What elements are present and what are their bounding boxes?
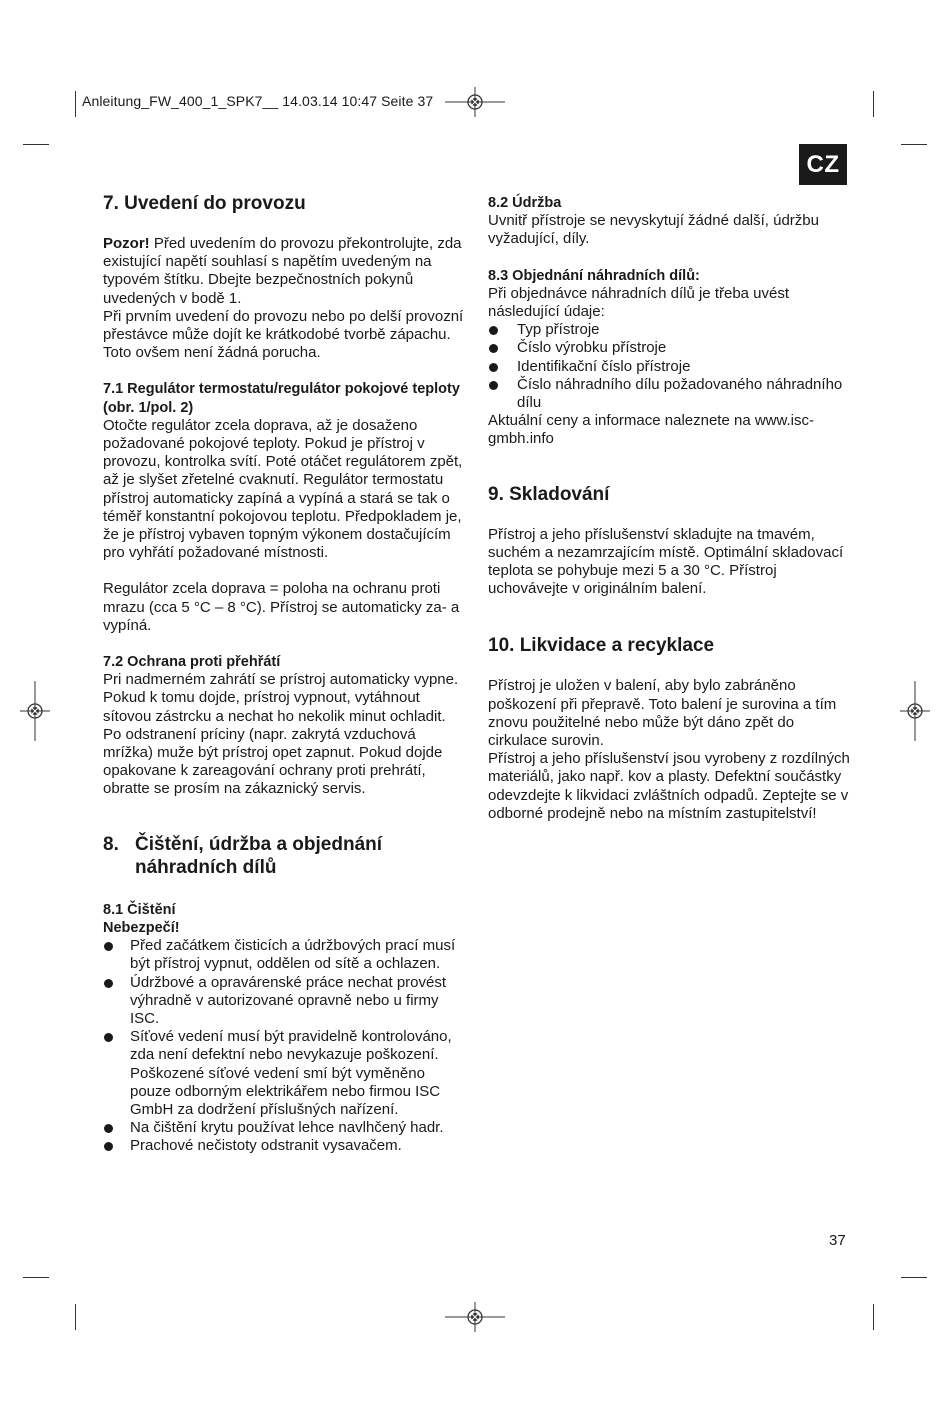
list-item: Síťové vedení musí být pravidelně kontrolováno, zda není defektní nebo nevykazuje poškození. Poškozené síťové vedení smí být vyměněno pouze odborným elektrikářem nebo firmou ISC GmbH za dodržení příslušných nařízení. bbox=[103, 1028, 465, 1119]
crop-mark bbox=[75, 91, 76, 117]
crop-mark bbox=[23, 144, 49, 145]
section-8-title-text: Čištění, údržba a objednání náhradních dílů bbox=[135, 833, 383, 878]
list-item: Prachové nečistoty odstranit vysavačem. bbox=[103, 1137, 465, 1155]
list-item: Před začátkem čisticích a údržbových prací musí být přístroj vypnut, oddělen od sítě a ochlazen. bbox=[103, 937, 465, 973]
crop-mark bbox=[901, 1277, 927, 1278]
registration-mark-icon bbox=[445, 87, 505, 117]
list-item: Identifikační číslo přístroje bbox=[488, 358, 850, 376]
crop-mark bbox=[75, 1304, 76, 1330]
left-column bbox=[103, 192, 465, 1156]
list-item: Číslo náhradního dílu požadovaného náhradního dílu bbox=[488, 376, 850, 412]
section-10-title: 10. Likvidace a recyklace bbox=[488, 635, 715, 657]
registration-mark-icon bbox=[900, 681, 930, 741]
list-item: Číslo výrobku přístroje bbox=[488, 339, 850, 357]
crop-mark bbox=[901, 144, 927, 145]
crop-mark bbox=[873, 91, 874, 117]
section-8-1-title: 8.1 Čištění bbox=[103, 901, 176, 918]
list-item: Údržbové a opravárenské práce nechat provést výhradně v autorizované opravně nebo u firmy ISC. bbox=[103, 974, 465, 1029]
section-7-1-paragraph: Regulátor zcela doprava = poloha na ochranu proti mrazu (cca 5 °C – 8 °C). Přístroj se automaticky za- a vypíná. bbox=[103, 580, 460, 634]
cleaning-list bbox=[103, 937, 465, 1155]
section-9-title: 9. Skladování bbox=[488, 483, 610, 505]
section-8-3-outro: Aktuální ceny a informace naleznete na www.isc-gmbh.info bbox=[488, 412, 814, 448]
section-7-2-paragraph: Pri nadmerném zahrátí se prístroj automaticky vypne. Pokud k tomu dojde, prístroj vypnout, vytáhnout sítovou zástrcku a nechat ho nekolik minut ochladit. Po odstranení príciny (napr. zakrytá vzduchová mrížka) muže být prístroj opet zapnut. Pokud dojde opakovane k zareagování ochrany proti prehrátí, obratte se prosím na zákaznický servis. bbox=[103, 671, 459, 798]
section-7-paragraph: Při prvním uvedení do provozu nebo po delší provozní přestávce může dojít ke krátkodobé tvorbě zápachu. Toto ovšem není žádná porucha. bbox=[103, 307, 464, 362]
registration-mark-icon bbox=[445, 1302, 505, 1332]
list-item: Na čištění krytu používat lehce navlhčený hadr. bbox=[103, 1119, 465, 1137]
section-7-warning bbox=[103, 235, 465, 308]
warning-label: Pozor! bbox=[103, 235, 150, 252]
section-7-title: 7. Uvedení do provozu bbox=[103, 193, 306, 214]
section-8-2-title: 8.2 Údržba bbox=[488, 195, 562, 211]
registration-mark-icon bbox=[20, 681, 50, 741]
crop-mark bbox=[23, 1277, 49, 1278]
section-8-number: 8. bbox=[103, 833, 119, 855]
print-slug: Anleitung_FW_400_1_SPK7__ 14.03.14 10:47 Seite 37 bbox=[82, 93, 434, 109]
section-8-2-paragraph: Uvnitř přístroje se nevyskytují žádné další, údržbu vyžadující, díly. bbox=[488, 212, 819, 248]
section-8-3-title: 8.3 Objednání náhradních dílů: bbox=[488, 267, 700, 284]
section-10-paragraph: Přístroj je uložen v balení, aby bylo zabráněno poškození při přepravě. Toto balení je surovina a tím znovu použitelné nebo může být dáno zpět do cirkulace surovin. bbox=[488, 677, 837, 750]
order-info-list bbox=[488, 321, 850, 412]
section-7-1-paragraph: Otočte regulátor zcela doprava, až je dosaženo požadované pokojové teploty. Pokud je přístroj v provozu, kontrolka svítí. Poté otáčet regulátorem zpět, až je slyšet zřetelné cvaknutí. Regulátor termostatu přístroj automaticky zapíná a vypíná a stará se tak o téměř konstantní pokojovou teplotu. Předpokladem je, že je přístroj vybaven topným výkonem dostačujícím pro vyhřátí požadované místnosti. bbox=[103, 416, 463, 562]
section-9-paragraph: Přístroj a jeho příslušenství skladujte na tmavém, suchém a nezamrzajícím místě. Optimální skladovací teplota se pohybuje mezi 5 a 30 °C. Přístroj uchovávejte v originálním balení. bbox=[488, 525, 844, 598]
section-8-title bbox=[103, 833, 465, 879]
language-badge: CZ bbox=[799, 144, 847, 185]
danger-label: Nebezpečí! bbox=[103, 919, 180, 936]
crop-mark bbox=[873, 1304, 874, 1330]
section-8-3-intro: Při objednávce náhradních dílů je třeba uvést následující údaje: bbox=[488, 284, 790, 321]
page-number: 37 bbox=[829, 1232, 846, 1249]
section-7-1-title: 7.1 Regulátor termostatu/regulátor pokojové teploty (obr. 1/pol. 2) bbox=[103, 381, 460, 416]
warning-text: Před uvedením do provozu překontrolujte, zda existující napětí souhlasí s napětím uvedeným na typovém štítku. Dbejte bezpečnostních pokynů uvedených v bodě 1. bbox=[103, 235, 462, 307]
section-7-2-title: 7.2 Ochrana proti přehřátí bbox=[103, 654, 281, 671]
right-column bbox=[488, 194, 850, 823]
section-10-paragraph: Přístroj a jeho příslušenství jsou vyrobeny z rozdílných materiálů, jako např. kov a plasty. Defektní součástky odevzdejte k likvidaci zvláštních odpadů. Zeptejte se v odborné prodejně nebo na místním zastupitelství! bbox=[488, 750, 850, 822]
list-item: Typ přístroje bbox=[488, 321, 850, 339]
